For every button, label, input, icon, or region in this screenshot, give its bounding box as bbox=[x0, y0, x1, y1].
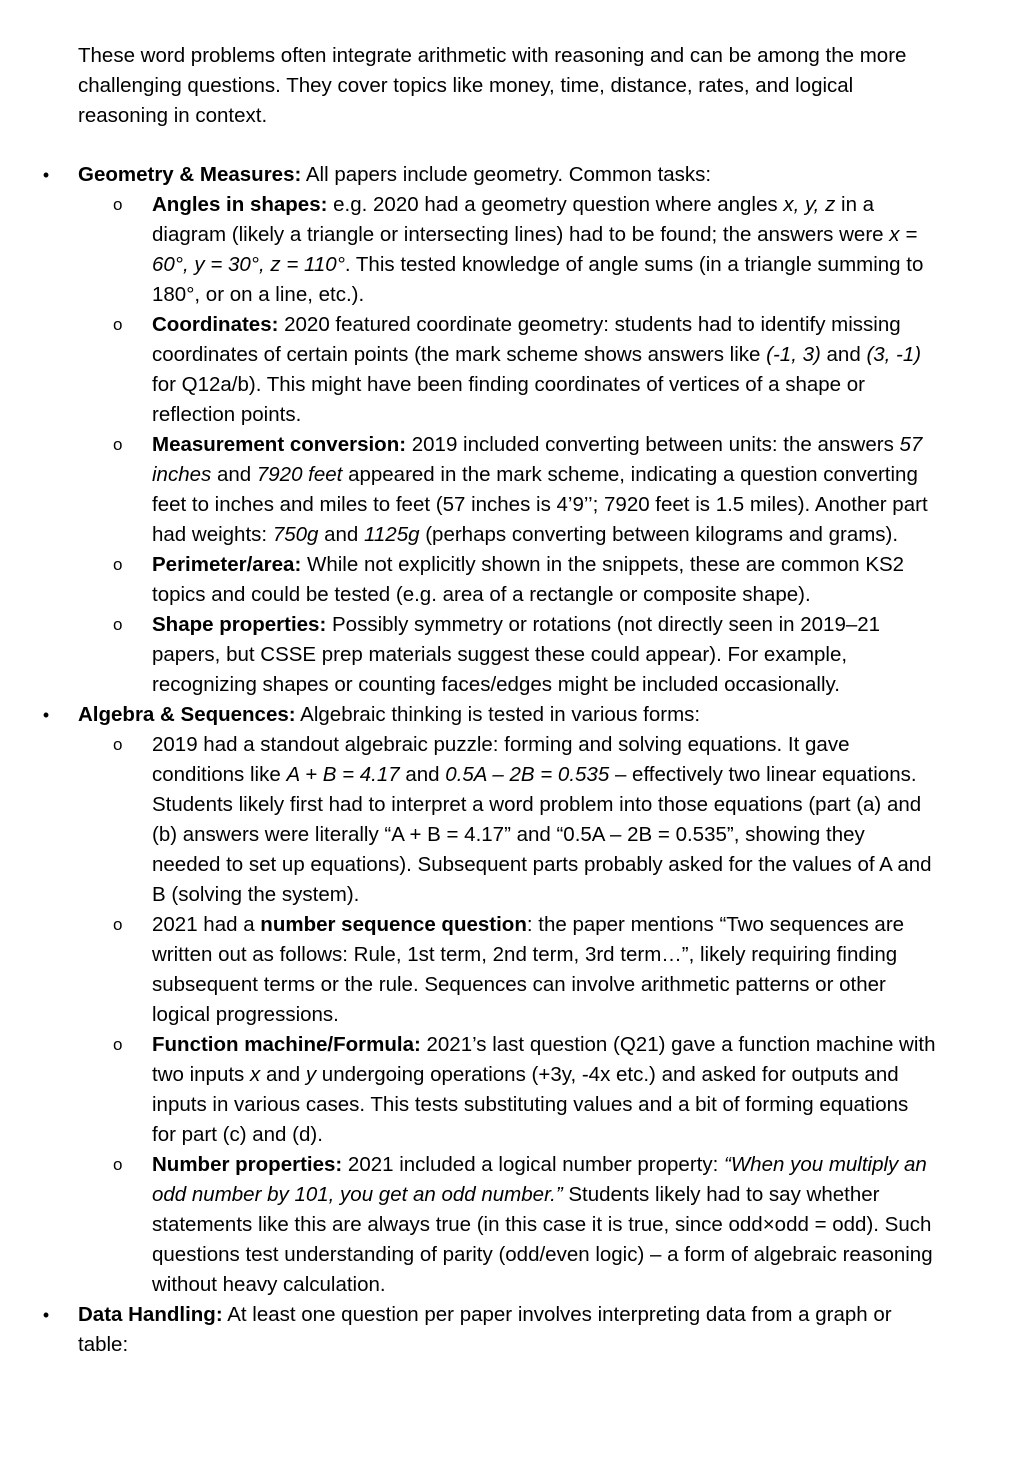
sub-item-sequences: o 2021 had a number sequence question: the paper mentions “Two sequences are written out as follows: Rule, 1st term, 2nd term, 3rd term…”, likely requiring finding subsequent terms or the rule. Sequences can involve arithmetic patterns or other logical progressions. bbox=[0, 910, 1012, 1030]
item-label: Perimeter/area: bbox=[152, 553, 302, 576]
sub-item-perimeter: o Perimeter/area: While not explicitly shown in the snippets, these are common KS2 topics and could be tested (e.g. area of a rectangle or composite shape). bbox=[0, 550, 1012, 610]
sub-bullet-icon: o bbox=[113, 555, 123, 574]
sub-bullet-icon: o bbox=[113, 735, 123, 754]
item-label: Measurement conversion: bbox=[152, 433, 407, 456]
bullet-item-algebra bbox=[0, 700, 1012, 730]
section-title: Data Handling: bbox=[78, 1303, 223, 1326]
sub-bullet-icon: o bbox=[113, 1035, 123, 1054]
section-geometry bbox=[0, 160, 1012, 1360]
bullet-item-data-handling bbox=[0, 1300, 1012, 1360]
sub-item-equations: o 2019 had a standout algebraic puzzle: forming and solving equations. It gave conditions like A + B = 4.17 and 0.5A – 2B = 0.535 – effectively two linear equations. Students likely first had to interpret a word problem into those equations (part (a) and (b) answers were literally “A + B = 4.17” and “0.5A – 2B = 0.535”, showing they needed to set up equations). Subsequent parts probably asked for the values of A and B (solving the system). bbox=[0, 730, 1012, 910]
item-label: Coordinates: bbox=[152, 313, 279, 336]
section-title: Algebra & Sequences: bbox=[78, 703, 296, 726]
sub-bullet-icon: o bbox=[113, 915, 123, 934]
section-lead: All papers include geometry. Common tasks: bbox=[301, 163, 712, 186]
sub-item-function-machine: o Function machine/Formula: 2021’s last question (Q21) gave a function machine with two inputs x and y undergoing operations (+3y, -4x etc.) and asked for outputs and inputs in various cases. This tests substituting values and a bit of forming equations for part (c) and (d). bbox=[0, 1030, 1012, 1150]
sub-item-coordinates: o Coordinates: 2020 featured coordinate geometry: students had to identify missing coordinates of certain points (the mark scheme shows answers like (-1, 3) and (3, -1) for Q12a/b). This might have been finding coordinates of vertices of a shape or reflection points. bbox=[0, 310, 1012, 430]
bullet-icon: • bbox=[42, 1305, 50, 1325]
sub-item-measurement: o Measurement conversion: 2019 included converting between units: the answers 57 inches and 7920 feet appeared in the mark scheme, indicating a question converting feet to inches and miles to feet (57 inches is 4’9’’; 7920 feet is 1.5 miles). Another part had weights: 750g and 1125g (perhaps converting between kilograms and grams). bbox=[0, 430, 1012, 550]
sub-bullet-icon: o bbox=[113, 315, 123, 334]
item-label: Angles in shapes: bbox=[152, 193, 328, 216]
sub-bullet-icon: o bbox=[113, 1155, 123, 1174]
section-title: Geometry & Measures: bbox=[78, 163, 302, 186]
section-lead: At least one question per paper involves interpreting data from a graph or table: bbox=[78, 1303, 892, 1356]
item-label: Number properties: bbox=[152, 1153, 343, 1176]
item-label: Function machine/Formula: bbox=[152, 1033, 421, 1056]
sub-item-number-properties: o Number properties: 2021 included a logical number property: “When you multiply an odd number by 101, you get an odd number.” Students likely had to say whether statements like this are always true (in this case it is true, since odd×odd = odd). Such questions test understanding of parity (odd/even logic) – a form of algebraic reasoning without heavy calculation. bbox=[0, 1150, 1012, 1300]
sub-item-angles: o Angles in shapes: e.g. 2020 had a geometry question where angles x, y, z in a diagram (likely a triangle or intersecting lines) had to be found; the answers were x = 60°, y = 30°, z = 110°. This tested knowledge of angle sums (in a triangle summing to 180°, or on a line, etc.). bbox=[0, 190, 1012, 310]
sub-bullet-icon: o bbox=[113, 435, 123, 454]
section-lead: Algebraic thinking is tested in various forms: bbox=[295, 703, 701, 726]
bullet-item-geometry bbox=[0, 160, 1012, 190]
sub-item-shape-properties: o Shape properties: Possibly symmetry or rotations (not directly seen in 2019–21 papers, but CSSE prep materials suggest these could appear). For example, recognizing shapes or counting faces/edges might be included occasionally. bbox=[0, 610, 1012, 700]
sub-bullet-icon: o bbox=[113, 615, 123, 634]
item-label: Shape properties: bbox=[152, 613, 327, 636]
bullet-icon: • bbox=[42, 165, 50, 185]
intro-paragraph: These word problems often integrate arithmetic with reasoning and can be among the more challenging questions. They cover topics like money, time, distance, rates, and logical reasoning in context. bbox=[78, 44, 907, 127]
sub-bullet-icon: o bbox=[113, 195, 123, 214]
bullet-icon: • bbox=[42, 705, 50, 725]
